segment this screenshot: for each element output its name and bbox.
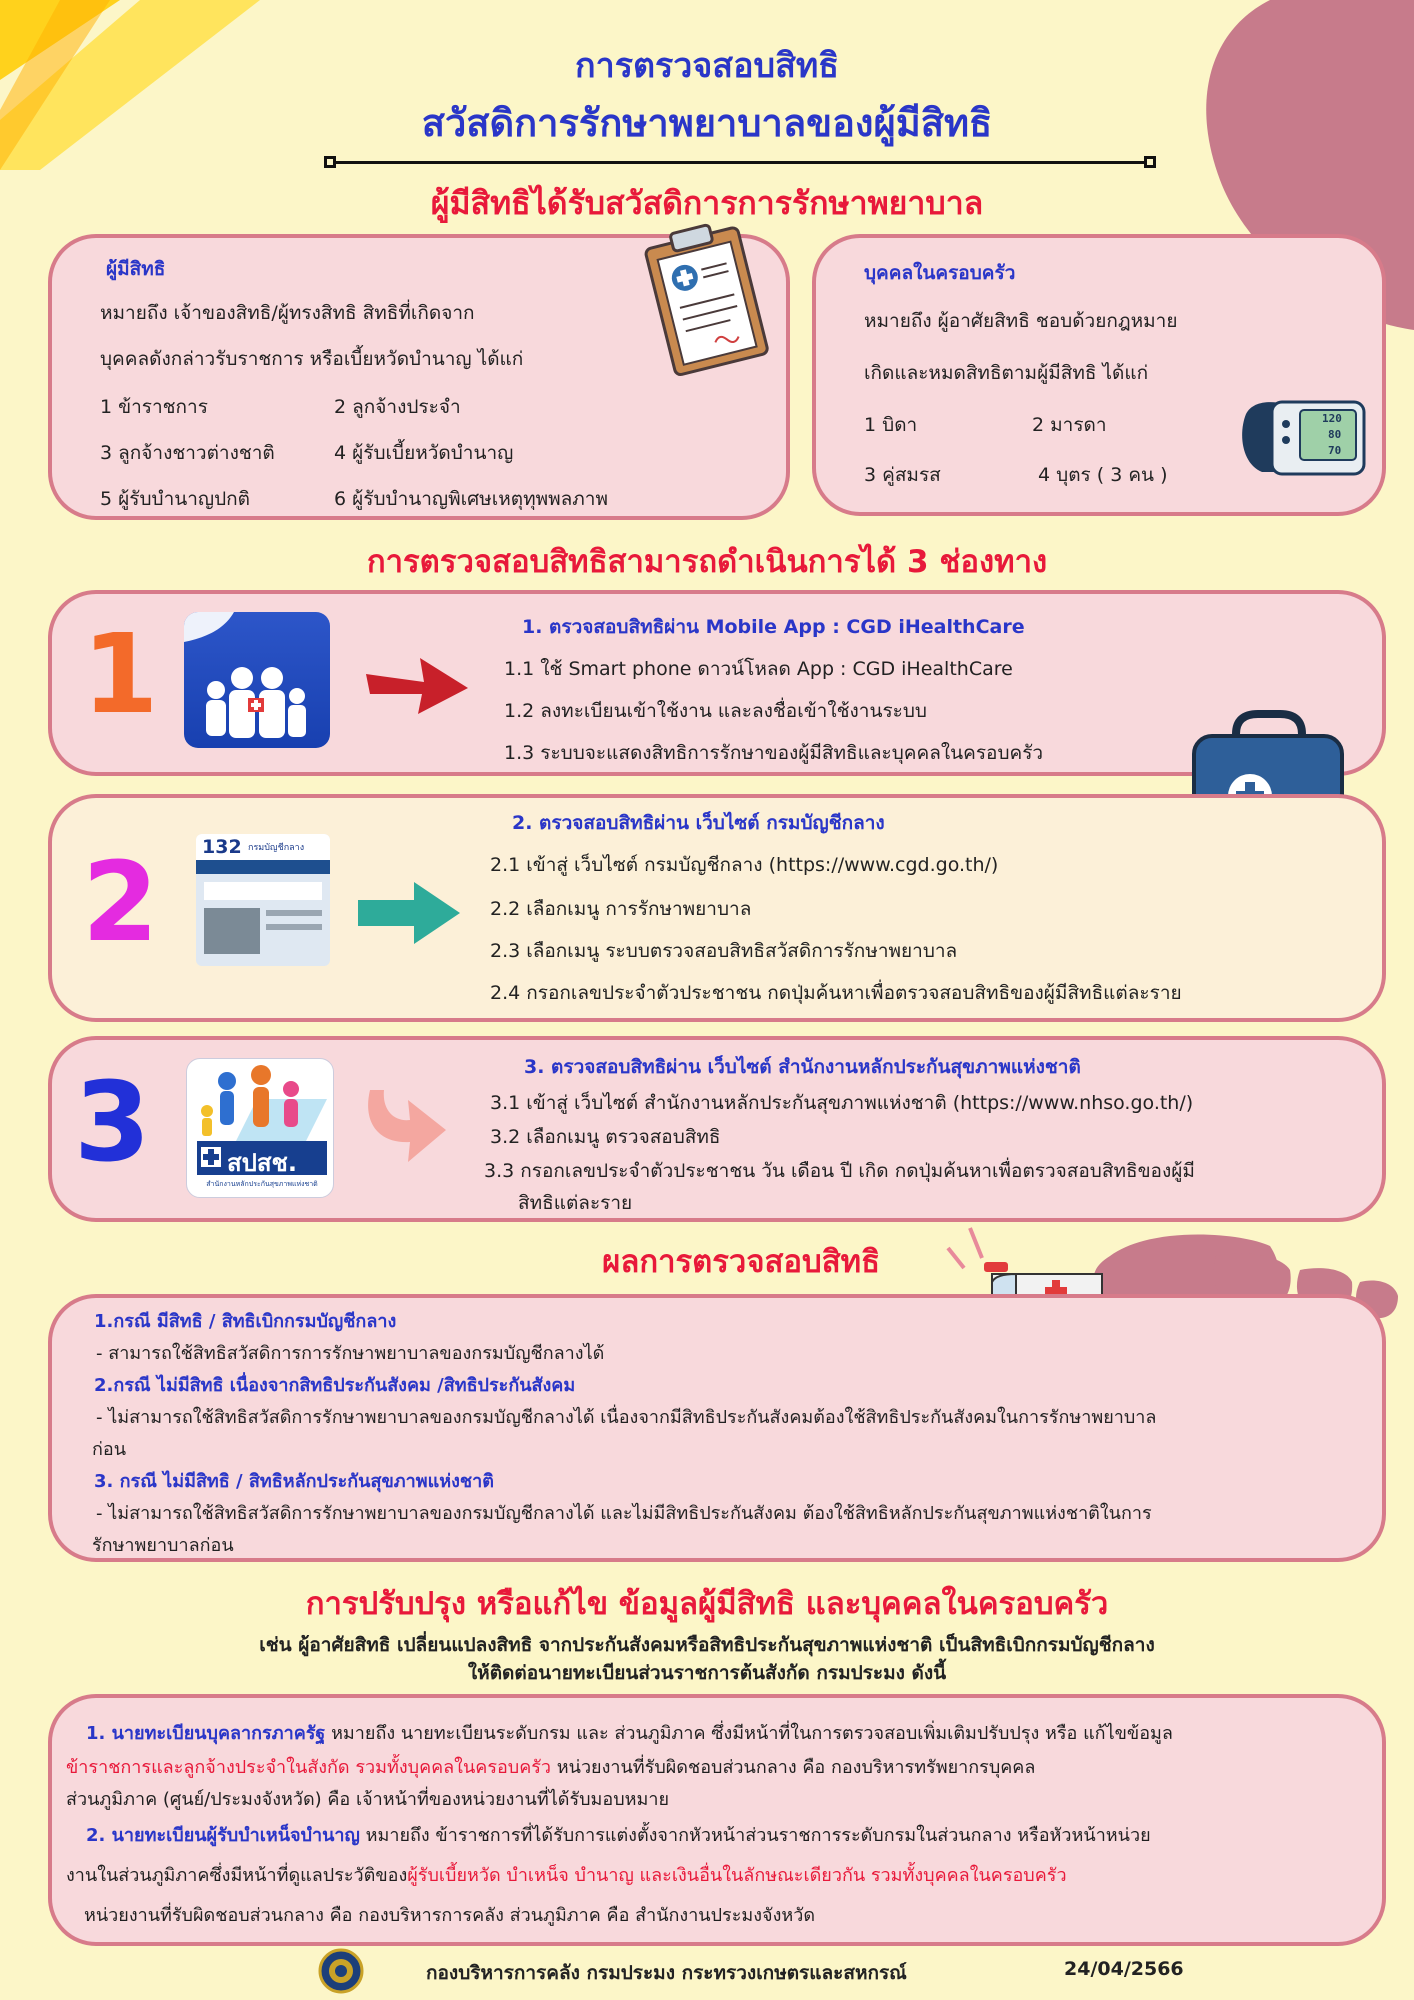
blood-pressure-monitor-icon: [1238, 384, 1368, 480]
result-case-3-text: รักษาพยาบาลก่อน: [92, 1535, 234, 1556]
result-case-1-title: 1.กรณี มีสิทธิ / สิทธิเบิกกรมบัญชีกลาง: [94, 1311, 397, 1332]
divider: [330, 161, 1150, 164]
page-subtitle: สวัสดิการรักษาพยาบาลของผู้มีสิทธิ: [421, 101, 993, 145]
bp-reading: 120: [1322, 412, 1342, 425]
channel-step: 2.3 เลือกเมนู ระบบตรวจสอบสิทธิสวัสดิการรักษาพยาบาล: [490, 940, 958, 962]
result-case-2-text: ก่อน: [92, 1439, 127, 1460]
registrar-1-highlight: ข้าราชการและลูกจ้างประจำในสังกัด รวมทั้งบุคคลในครอบครัว: [66, 1757, 552, 1778]
family-heading: บุคคลในครอบครัว: [864, 262, 1016, 284]
eligible-line1: หมายถึง เจ้าของสิทธิ/ผู้ทรงสิทธิ สิทธิที่เกิดจาก: [100, 302, 475, 324]
eligible-line2: บุคคลดังกล่าวรับราชการ หรือเบี้ยหวัดบำนาญ ได้แก่: [100, 348, 524, 370]
result-case-3-title: 3. กรณี ไม่มีสิทธิ / สิทธิหลักประกันสุขภาพแห่งชาติ: [94, 1471, 494, 1492]
page-title: การตรวจสอบสิทธิ: [575, 46, 839, 86]
family-line1: หมายถึง ผู้อาศัยสิทธิ ชอบด้วยกฎหมาย: [864, 310, 1178, 332]
result-case-1-text: - สามารถใช้สิทธิสวัสดิการการรักษาพยาบาลของกรมบัญชีกลางได้: [96, 1343, 605, 1364]
bp-reading: 70: [1328, 444, 1342, 457]
eligible-item: 6 ผู้รับบำนาญพิเศษเหตุทุพพลภาพ: [334, 488, 608, 510]
section-heading-channels: การตรวจสอบสิทธิสามารถดำเนินการได้ 3 ช่องทาง: [366, 544, 1048, 580]
update-card: [48, 1694, 1386, 1946]
result-case-2-title: 2.กรณี ไม่มีสิทธิ เนื่องจากสิทธิประกันสังคม /สิทธิประกันสังคม: [94, 1375, 576, 1396]
eligible-item: 5 ผู้รับบำนาญปกติ: [100, 488, 251, 510]
divider-cap-right: [1144, 156, 1156, 168]
red-arrow-icon: [362, 648, 472, 718]
channel-number-2: 2: [82, 838, 159, 966]
channel-step: 2.1 เข้าสู่ เว็บไซต์ กรมบัญชีกลาง (https://www.cgd.go.th/): [490, 854, 999, 876]
cgd-site-name: กรมบัญชีกลาง: [248, 843, 305, 853]
registrar-1-text: หมายถึง นายทะเบียนระดับกรม และ ส่วนภูมิภาค ซึ่งมีหน้าที่ในการตรวจสอบเพิ่มเติมปรับปรุง หรือ แก้ไขข้อมูล: [325, 1723, 1173, 1744]
family-item: 2 มารดา: [1032, 414, 1107, 436]
pink-arrow-icon: [360, 1084, 450, 1170]
family-line2: เกิดและหมดสิทธิตามผู้มีสิทธิ ได้แก่: [864, 362, 1149, 384]
eligible-heading: ผู้มีสิทธิ: [106, 258, 166, 280]
channel-step: 1.1 ใช้ Smart phone ดาวน์โหลด App : CGD iHealthCare: [504, 658, 1013, 680]
channel-step: 3.1 เข้าสู่ เว็บไซต์ สำนักงานหลักประกันสุขภาพแห่งชาติ (https://www.nhso.go.th/): [490, 1092, 1194, 1114]
registrar-1-text: ส่วนภูมิภาค (ศูนย์/ประมงจังหวัด) คือ เจ้าหน้าที่ของหน่วยงานที่ได้รับมอบหมาย: [66, 1789, 670, 1810]
registrar-2-text: หน่วยงานที่รับผิดชอบส่วนกลาง คือ กองบริหารการคลัง ส่วนภูมิภาค คือ สำนักงานประมงจังหวัด: [84, 1905, 816, 1926]
registrar-2-title: 2. นายทะเบียนผู้รับบำเหน็จบำนาญ: [86, 1825, 360, 1846]
divider-cap-left: [324, 156, 336, 168]
section-heading-update: การปรับปรุง หรือแก้ไข ข้อมูลผู้มีสิทธิ และบุคคลในครอบครัว: [305, 1586, 1109, 1622]
channel-step: 1.3 ระบบจะแสดงสิทธิการรักษาของผู้มีสิทธิและบุคคลในครอบครัว: [504, 742, 1044, 764]
registrar-2-text: งานในส่วนภูมิภาคซึ่งมีหน้าที่ดูแลประวัติของ: [66, 1865, 408, 1886]
bp-reading: 80: [1328, 428, 1342, 441]
result-case-2-text: - ไม่สามารถใช้สิทธิสวัสดิการรักษาพยาบาลของกรมบัญชีกลางได้ เนื่องจากมีสิทธิประกันสังคมต้องใช้สิทธิประกันสังคมในการรักษาพยาบาล: [96, 1407, 1157, 1428]
cgd-ihealthcare-app-icon: [184, 612, 330, 748]
section-heading-benefits: ผู้มีสิทธิได้รับสวัสดิการการรักษาพยาบาล: [430, 184, 984, 222]
channel-step: 1.2 ลงทะเบียนเข้าใช้งาน และลงชื่อเข้าใช้งานระบบ: [504, 700, 927, 722]
registrar-1-title: 1. นายทะเบียนบุคลากรภาครัฐ: [86, 1723, 326, 1744]
update-intro-2: ให้ติดต่อนายทะเบียนส่วนราชการต้นสังกัด กรมประมง ดังนี้: [467, 1662, 947, 1684]
registrar-1-text: หน่วยงานที่รับผิดชอบส่วนกลาง คือ กองบริหารทรัพยากรบุคคล: [551, 1757, 1036, 1778]
channel-number-1: 1: [82, 610, 159, 738]
family-item: 4 บุตร ( 3 คน ): [1038, 464, 1168, 486]
cgd-website-screenshot: [196, 834, 330, 966]
registrar-2-text: หมายถึง ข้าราชการที่ได้รับการแต่งตั้งจากหัวหน้าส่วนราชการระดับกรมในส่วนกลาง หรือหัวหน้าหน่วย: [359, 1825, 1151, 1846]
channel-step: 2.2 เลือกเมนู การรักษาพยาบาล: [490, 898, 752, 920]
eligible-item: 2 ลูกจ้างประจำ: [334, 396, 461, 418]
footer-organization: กองบริหารการคลัง กรมประมง กระทรวงเกษตรและสหกรณ์: [426, 1962, 907, 1984]
channel-step: 3.3 กรอกเลขประจำตัวประชาชน วัน เดือน ปี เกิด กดปุ่มค้นหาเพื่อตรวจสอบสิทธิของผู้มี: [484, 1160, 1195, 1182]
nhso-logo-subtitle: สำนักงานหลักประกันสุขภาพแห่งชาติ: [206, 1180, 318, 1188]
nhso-logo: [186, 1058, 334, 1198]
channel-step: 3.2 เลือกเมนู ตรวจสอบสิทธิ: [490, 1126, 721, 1148]
results-card: [48, 1294, 1386, 1562]
family-item: 3 คู่สมรส: [864, 464, 941, 486]
eligible-item: 4 ผู้รับเบี้ยหวัดบำนาญ: [334, 442, 514, 464]
channel-title-1: 1. ตรวจสอบสิทธิผ่าน Mobile App : CGD iHealthCare: [522, 616, 1025, 638]
eligible-item: 1 ข้าราชการ: [100, 396, 208, 418]
department-seal-logo: [318, 1948, 364, 1994]
eligible-item: 3 ลูกจ้างชาวต่างชาติ: [100, 442, 275, 464]
registrar-2-highlight: ผู้รับเบี้ยหวัด บำเหน็จ บำนาญ และเงินอื่นในลักษณะเดียวกัน รวมทั้งบุคคลในครอบครัว: [407, 1865, 1067, 1886]
result-case-3-text: - ไม่สามารถใช้สิทธิสวัสดิการรักษาพยาบาลของกรมบัญชีกลางได้ และไม่มีสิทธิประกันสังคม ต้องใช้สิทธิหลักประกันสุขภาพแห่งชาติในการ: [96, 1503, 1152, 1524]
section-heading-results: ผลการตรวจสอบสิทธิ: [602, 1244, 880, 1280]
footer-date: 24/04/2566: [1064, 1958, 1184, 1980]
channel-title-2: 2. ตรวจสอบสิทธิผ่าน เว็บไซต์ กรมบัญชีกลาง: [512, 812, 885, 834]
teal-arrow-icon: [356, 880, 462, 946]
channel-title-3: 3. ตรวจสอบสิทธิผ่าน เว็บไซต์ สำนักงานหลักประกันสุขภาพแห่งชาติ: [524, 1056, 1081, 1078]
channel-step: 2.4 กรอกเลขประจำตัวประชาชน กดปุ่มค้นหาเพื่อตรวจสอบสิทธิของผู้มีสิทธิแต่ละราย: [490, 982, 1182, 1004]
cgd-site-logo: 132: [202, 836, 242, 858]
clipboard-icon: [628, 212, 778, 382]
update-intro-1: เช่น ผู้อาศัยสิทธิ เปลี่ยนแปลงสิทธิ จากประกันสังคมหรือสิทธิประกันสุขภาพแห่งชาติ เป็นสิทธิเบิกกรมบัญชีกลาง: [259, 1634, 1155, 1656]
family-item: 1 บิดา: [864, 414, 918, 436]
channel-step: สิทธิแต่ละราย: [518, 1192, 633, 1214]
nhso-logo-text: สปสช.: [227, 1149, 297, 1177]
channel-number-3: 3: [74, 1058, 151, 1186]
